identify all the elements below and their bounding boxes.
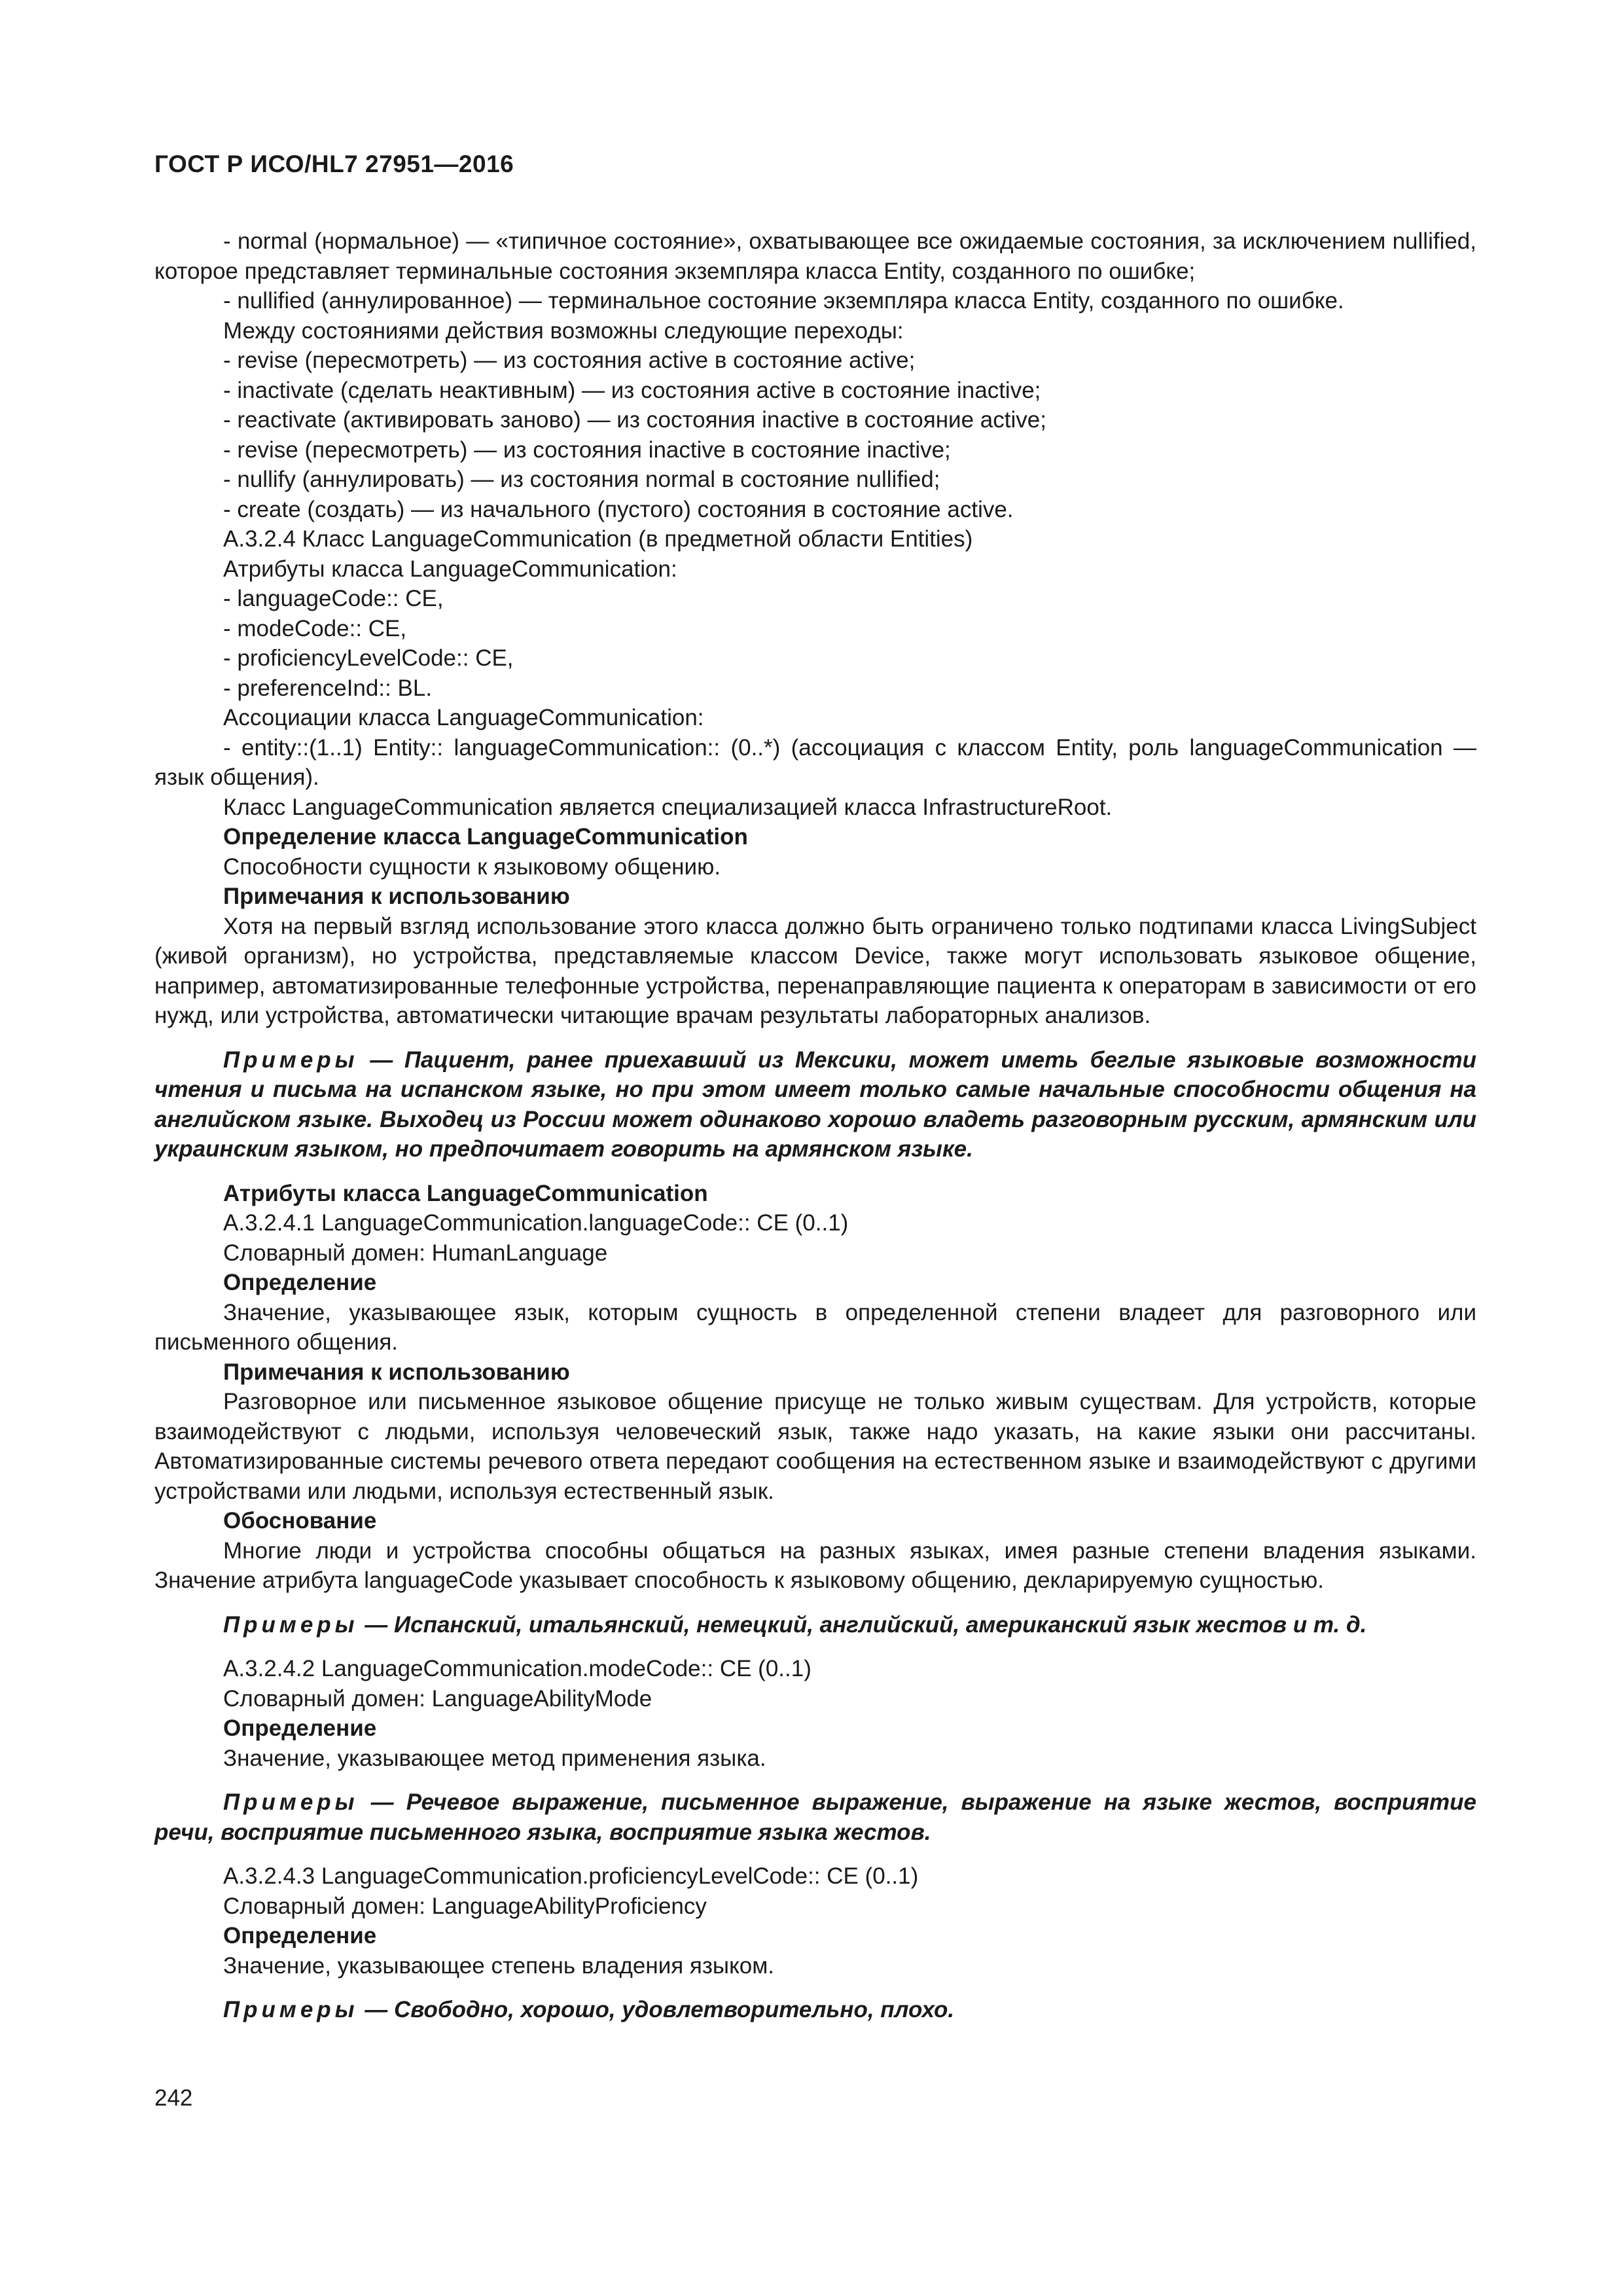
paragraph: - inactivate (сделать неактивным) — из состояния active в состояние inactive; bbox=[223, 377, 1041, 403]
section-heading: Определение класса LanguageCommunication bbox=[223, 824, 748, 850]
paragraph: Многие люди и устройства способны общаться на разных языках, имея разные степени владения языками. Значение атрибута languageCode указывает способность к языковому общению, декларируемую сущностью. bbox=[154, 1537, 1476, 1593]
paragraph: А.3.2.4 Класс LanguageCommunication (в предметной области Entities) bbox=[223, 526, 973, 552]
paragraph: Между состояниями действия возможны следующие переходы: bbox=[223, 317, 904, 344]
document-body bbox=[154, 226, 1476, 2025]
page-number: 242 bbox=[154, 2085, 193, 2111]
spacer bbox=[154, 1031, 1476, 1045]
example-label: Примеры bbox=[223, 1611, 359, 1638]
paragraph: - proficiencyLevelCode:: CE, bbox=[223, 645, 514, 671]
example-text: — Свободно, хорошо, удовлетворительно, плохо. bbox=[358, 1997, 955, 2022]
paragraph: Значение, указывающее язык, которым сущность в определенной степени владеет для разговорного или письменного общения. bbox=[154, 1299, 1476, 1355]
paragraph: Значение, указывающее степень владения языком. bbox=[223, 1952, 775, 1979]
paragraph: - nullify (аннулировать) — из состояния normal в состояние nullified; bbox=[223, 467, 940, 492]
paragraph: - preferenceInd:: BL. bbox=[223, 675, 433, 701]
paragraph: - revise (пересмотреть) — из состояния inactive в состояние inactive; bbox=[223, 437, 951, 463]
paragraph: Словарный домен: LanguageAbilityMode bbox=[223, 1685, 652, 1712]
example-label: Примеры bbox=[223, 1789, 359, 1815]
paragraph: Словарный домен: HumanLanguage bbox=[223, 1240, 608, 1266]
section-heading: Обоснование bbox=[223, 1508, 377, 1534]
paragraph: - entity::(1..1) Entity:: languageCommunication:: (0..*) (ассоциация с классом Entity, роль languageCommunication — язык общения). bbox=[154, 734, 1476, 790]
section-heading: Определение bbox=[223, 1715, 377, 1741]
paragraph: Класс LanguageCommunication является специализацией класса InfrastructureRoot. bbox=[223, 794, 1113, 820]
example-text: — Речевое выражение, письменное выражение, выражение на языке жестов, восприятие речи, восприятие письменного языка, восприятие языка жестов. bbox=[154, 1789, 1476, 1845]
example-text: — Пациент, ранее приехавший из Мексики, может иметь беглые языковые возможности чтения и письма на испанском языке, но при этом имеет только самые начальные способности общения на английском языке. Выходец из России может одинаково хорошо владеть разговорным русским, армянским или украинским языком, но предпочитает говорить на армянском языке. bbox=[154, 1047, 1476, 1162]
section-heading: Определение bbox=[223, 1923, 377, 1948]
paragraph: Способности сущности к языковому общению. bbox=[223, 853, 721, 880]
spacer bbox=[154, 1640, 1476, 1654]
example-label: Примеры bbox=[223, 1997, 359, 2022]
section-heading: Определение bbox=[223, 1270, 377, 1295]
paragraph: - nullified (аннулированное) — терминальное состояние экземпляра класса Entity, созданного по ошибке. bbox=[223, 288, 1344, 314]
spacer bbox=[154, 1773, 1476, 1787]
paragraph: - modeCode:: CE, bbox=[223, 615, 407, 641]
example-label: Примеры bbox=[223, 1047, 359, 1073]
paragraph: - revise (пересмотреть) — из состояния active в состояние active; bbox=[223, 348, 916, 373]
paragraph: А.3.2.4.3 LanguageCommunication.proficiencyLevelCode:: CE (0..1) bbox=[223, 1863, 919, 1889]
paragraph: - reactivate (активировать заново) — из состояния inactive в состояние active; bbox=[223, 407, 1046, 433]
example-note bbox=[154, 1787, 1476, 1847]
example-note bbox=[154, 1610, 1476, 1640]
paragraph: Словарный домен: LanguageAbilityProficiency bbox=[223, 1893, 707, 1919]
paragraph: - create (создать) — из начального (пустого) состояния в состояние active. bbox=[223, 496, 1014, 522]
paragraph: А.3.2.4.1 LanguageCommunication.languageCode:: CE (0..1) bbox=[223, 1210, 849, 1236]
paragraph: А.3.2.4.2 LanguageCommunication.modeCode:: CE (0..1) bbox=[223, 1656, 812, 1681]
document-header: ГОСТ Р ИСО/HL7 27951—2016 bbox=[154, 151, 514, 177]
example-note bbox=[154, 1995, 1476, 2025]
paragraph: Ассоциации класса LanguageCommunication: bbox=[223, 705, 704, 730]
spacer bbox=[154, 1847, 1476, 1861]
spacer bbox=[154, 1164, 1476, 1179]
section-heading: Атрибуты класса LanguageCommunication bbox=[223, 1180, 708, 1206]
section-heading: Примечания к использованию bbox=[223, 1359, 570, 1385]
paragraph: Хотя на первый взгляд использование этого класса должно быть ограничено только подтипами класса LivingSubject (живой организм), но устройства, представляемые классом Device, также могут использовать языковое общение, например, автоматизированные телефонные устройства, перенаправляющие пациента к операторам в зависимости от его нужд, или устройства, автоматически читающие врачам результаты лабораторных анализов. bbox=[154, 913, 1476, 1028]
paragraph: - languageCode:: CE, bbox=[223, 586, 444, 611]
example-text: — Испанский, итальянский, немецкий, английский, американский язык жестов и т. д. bbox=[358, 1611, 1367, 1638]
paragraph: Значение, указывающее метод применения языка. bbox=[223, 1745, 766, 1771]
paragraph: Разговорное или письменное языковое общение присуще не только живым существам. Для устройств, которые взаимодействуют с людьми, используя человеческий язык, также надо указать, на какие языки они рассчитаны. Автоматизированные системы речевого ответа передают сообщения на естественном языке и взаимодействуют с другими устройствами или людьми, используя естественный язык. bbox=[154, 1389, 1476, 1504]
spacer bbox=[154, 1981, 1476, 1995]
example-note bbox=[154, 1045, 1476, 1164]
paragraph: - normal (нормальное) — «типичное состояние», охватывающее все ожидаемые состояния, за исключением nullified, которое представляет терминальные состояния экземпляра класса Entity, созданного по ошибке; bbox=[154, 228, 1476, 284]
paragraph: Атрибуты класса LanguageCommunication: bbox=[223, 556, 677, 582]
section-heading: Примечания к использованию bbox=[223, 884, 570, 909]
spacer bbox=[154, 1596, 1476, 1610]
